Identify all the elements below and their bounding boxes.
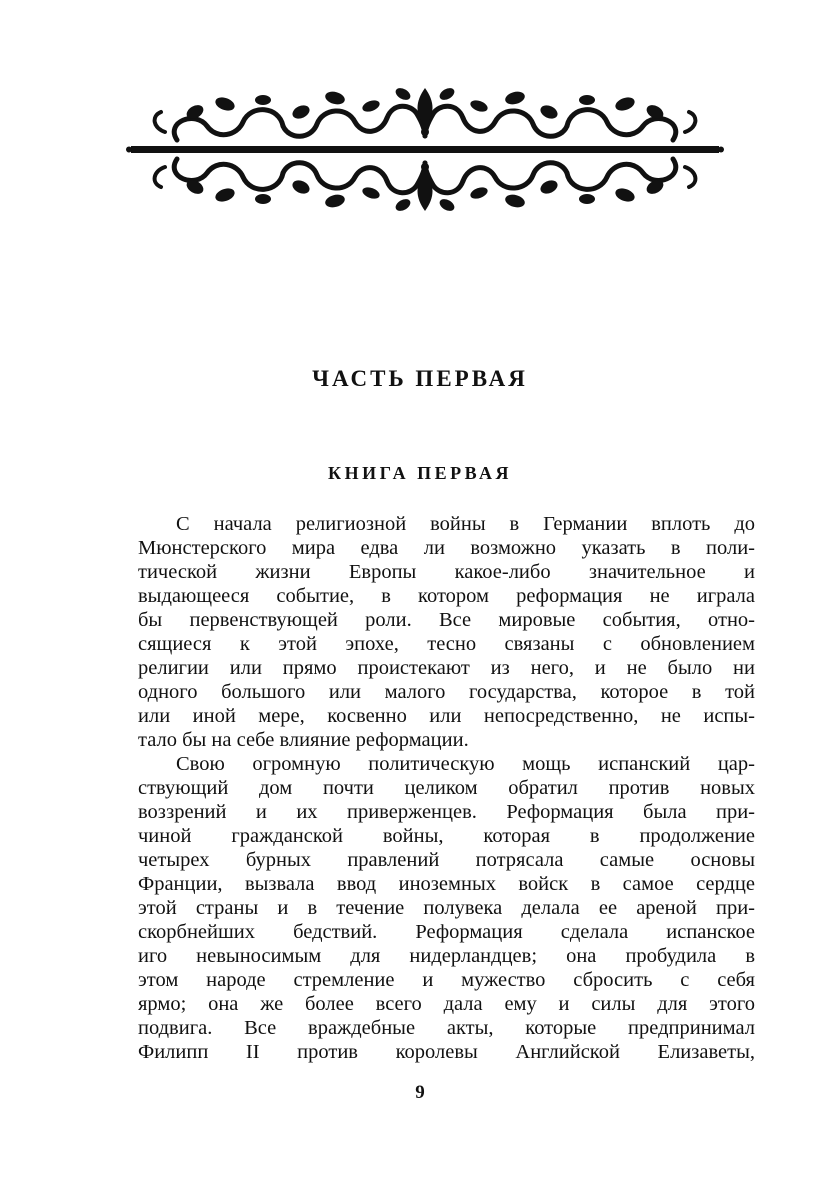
- text-line: четырех бурных правлений потрясала самые основы: [138, 849, 755, 871]
- part-title: ЧАСТЬ ПЕРВАЯ: [312, 366, 528, 391]
- text-line: тало бы на себе влияние реформации.: [138, 729, 469, 751]
- page-number: 9: [415, 1082, 425, 1103]
- text-line: иго невыносимым для нидерландцев; она пробудила в: [138, 945, 755, 967]
- text-line: одного большого или малого государства, которое в той: [138, 681, 755, 703]
- text-line: воззрений и их приверженцев. Реформация была при-: [138, 801, 755, 823]
- text-line: Филипп II против королевы Английской Елизаветы,: [138, 1041, 755, 1063]
- text-line: бы первенствующей роли. Все мировые события, отно-: [138, 609, 755, 631]
- text-line: скорбнейших бедствий. Реформация сделала испанское: [138, 921, 755, 943]
- text-line: сящиеся к этой эпохе, тесно связаны с обновлением: [138, 633, 755, 655]
- text-line: выдающееся событие, в котором реформация не играла: [138, 585, 755, 607]
- book-title: КНИГА ПЕРВАЯ: [328, 463, 512, 483]
- text-line: тической жизни Европы какое-либо значительное и: [138, 561, 755, 583]
- text-line: Свою огромную политическую мощь испанский цар-: [176, 753, 755, 775]
- text-line: Франции, вызвала ввод иноземных войск в самое сердце: [138, 873, 755, 895]
- text-line: чиной гражданской войны, которая в продолжение: [138, 825, 755, 847]
- text-line: С начала религиозной войны в Германии вплоть до: [176, 513, 755, 535]
- text-line: или иной мере, косвенно или непосредственно, не испы-: [138, 705, 755, 727]
- text-line: этой страны и в течение полувека делала ее ареной при-: [138, 897, 755, 919]
- text-line: этом народе стремление и мужество сбросить с себя: [138, 969, 755, 991]
- text-line: ствующий дом почти целиком обратил против новых: [138, 777, 755, 799]
- text-line: религии или прямо проистекают из него, и не было ни: [138, 657, 755, 679]
- floral-scroll-ornament-icon: [125, 82, 725, 222]
- text-line: Мюнстерского мира едва ли возможно указать в поли-: [138, 537, 755, 559]
- text-line: ярмо; она же более всего дала ему и силы для этого: [138, 993, 755, 1015]
- body-text: [138, 512, 755, 1064]
- text-line: подвига. Все враждебные акты, которые предпринимал: [138, 1017, 755, 1039]
